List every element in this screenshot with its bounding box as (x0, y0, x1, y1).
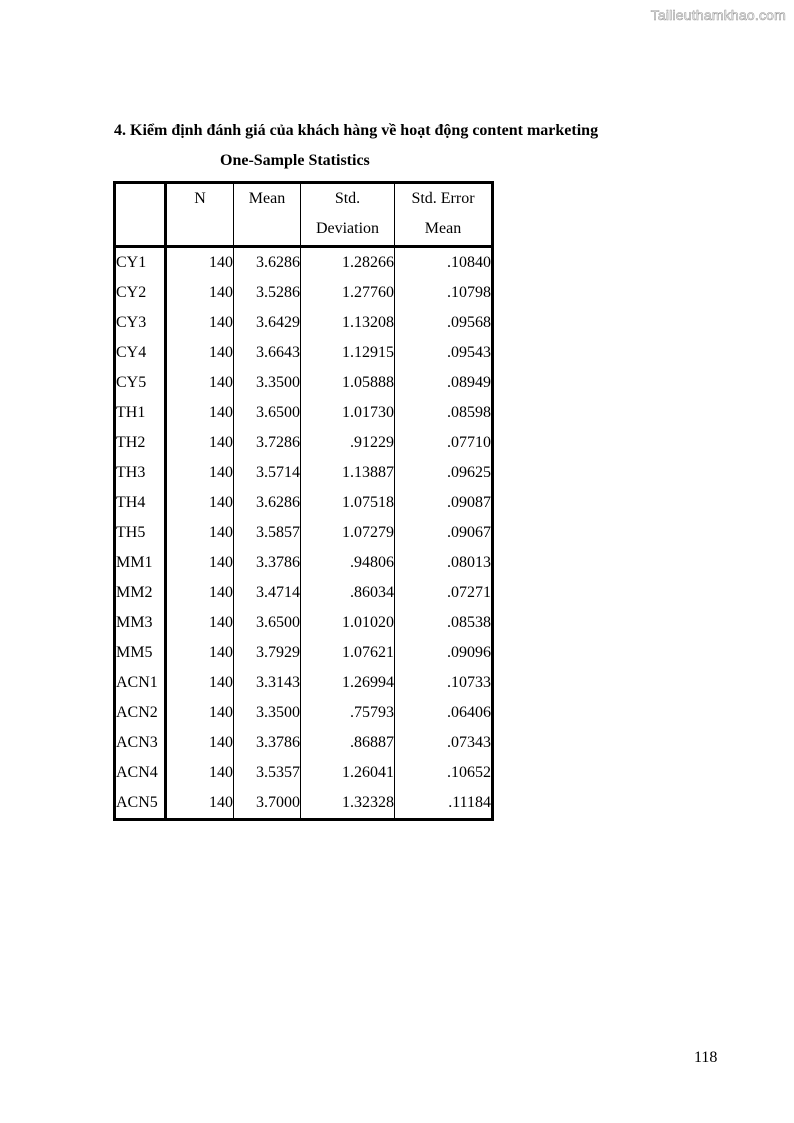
cell-mean: 3.5857 (234, 518, 301, 548)
cell-std-deviation: .75793 (301, 698, 395, 728)
cell-n: 140 (166, 308, 234, 338)
table-row (115, 368, 493, 398)
cell-mean: 3.3500 (234, 368, 301, 398)
cell-n: 140 (166, 428, 234, 458)
header-std-deviation (301, 183, 395, 247)
cell-n: 140 (166, 608, 234, 638)
cell-n: 140 (166, 488, 234, 518)
table-row (115, 458, 493, 488)
cell-std-error-mean: .07710 (447, 434, 491, 451)
cell-std-error-mean: .08538 (447, 614, 491, 631)
cell-mean: 3.6286 (234, 488, 301, 518)
cell-std-error-mean: .09087 (447, 494, 491, 511)
cell-std-error-mean: .09625 (447, 464, 491, 481)
cell-mean: 3.7286 (234, 428, 301, 458)
table-row (115, 668, 493, 698)
table-header-row (115, 183, 493, 247)
row-label: CY1 (115, 247, 166, 279)
row-label: ACN5 (115, 788, 166, 820)
table-row (115, 758, 493, 788)
cell-n: 140 (166, 368, 234, 398)
table-row (115, 548, 493, 578)
cell-n: 140 (166, 247, 234, 279)
row-label: ACN1 (115, 668, 166, 698)
row-label: TH3 (115, 458, 166, 488)
table-row (115, 398, 493, 428)
cell-n: 140 (166, 578, 234, 608)
header-label (115, 183, 166, 247)
cell-n: 140 (166, 758, 234, 788)
row-label: CY4 (115, 338, 166, 368)
cell-std-error-mean: .08013 (447, 554, 491, 571)
header-std-error-line1: Std. Error (411, 190, 475, 207)
page-number: 118 (694, 1049, 718, 1066)
row-label: ACN4 (115, 758, 166, 788)
cell-std-deviation: 1.07518 (301, 488, 395, 518)
table-body (115, 247, 493, 820)
table-row (115, 338, 493, 368)
table-row (115, 308, 493, 338)
cell-std-error-mean: .09096 (447, 644, 491, 661)
cell-n: 140 (166, 458, 234, 488)
cell-std-error-mean: .07343 (447, 734, 491, 751)
cell-mean: 3.3786 (234, 728, 301, 758)
cell-std-error-mean: .11184 (448, 794, 491, 811)
section-heading: 4. Kiểm định đánh giá của khách hàng về hoạt động content marketing (114, 122, 599, 139)
row-label: CY2 (115, 278, 166, 308)
cell-std-error-mean: .08598 (447, 404, 491, 421)
table-row (115, 488, 493, 518)
row-label: TH4 (115, 488, 166, 518)
cell-std-deviation: 1.12915 (301, 338, 395, 368)
cell-std-error-mean: .07271 (447, 584, 491, 601)
cell-mean: 3.6500 (234, 398, 301, 428)
row-label: MM1 (115, 548, 166, 578)
cell-std-deviation: 1.13208 (301, 308, 395, 338)
table-title: One-Sample Statistics (220, 152, 370, 169)
cell-n: 140 (166, 698, 234, 728)
row-label: CY3 (115, 308, 166, 338)
cell-std-error-mean: .09543 (447, 344, 491, 361)
table-row (115, 608, 493, 638)
table-row (115, 698, 493, 728)
cell-n: 140 (166, 278, 234, 308)
cell-std-deviation: .94806 (301, 548, 395, 578)
cell-mean: 3.6643 (234, 338, 301, 368)
row-label: ACN2 (115, 698, 166, 728)
header-n: N (166, 183, 234, 247)
cell-mean: 3.6286 (234, 247, 301, 279)
cell-n: 140 (166, 518, 234, 548)
header-std-error-line2: Mean (424, 220, 462, 237)
table-row (115, 278, 493, 308)
cell-n: 140 (166, 548, 234, 578)
table-row (115, 428, 493, 458)
cell-std-deviation: 1.13887 (301, 458, 395, 488)
cell-std-deviation: 1.01730 (301, 398, 395, 428)
cell-mean: 3.5357 (234, 758, 301, 788)
cell-mean: 3.6429 (234, 308, 301, 338)
cell-std-deviation: 1.07621 (301, 638, 395, 668)
table-row (115, 728, 493, 758)
one-sample-statistics-table (113, 181, 494, 821)
table-row (115, 518, 493, 548)
cell-std-error-mean: .08949 (447, 374, 491, 391)
cell-std-deviation: 1.01020 (301, 608, 395, 638)
table-row (115, 247, 493, 279)
cell-mean: 3.4714 (234, 578, 301, 608)
header-std-deviation-line1: Std. (334, 190, 361, 207)
cell-std-error-mean: .06406 (447, 704, 491, 721)
cell-std-error-mean: .10840 (447, 254, 491, 271)
cell-std-deviation: 1.05888 (301, 368, 395, 398)
cell-n: 140 (166, 728, 234, 758)
cell-std-deviation: 1.27760 (301, 278, 395, 308)
cell-std-deviation: 1.26994 (301, 668, 395, 698)
row-label: MM3 (115, 608, 166, 638)
header-std-error-mean (395, 183, 493, 247)
watermark: Tailieuthamkhao.com (650, 7, 786, 23)
cell-mean: 3.5286 (234, 278, 301, 308)
cell-std-error-mean: .10733 (447, 674, 491, 691)
cell-n: 140 (166, 668, 234, 698)
cell-mean: 3.7929 (234, 638, 301, 668)
cell-n: 140 (166, 398, 234, 428)
cell-mean: 3.6500 (234, 608, 301, 638)
table-row (115, 578, 493, 608)
row-label: ACN3 (115, 728, 166, 758)
header-mean: Mean (234, 183, 301, 247)
cell-n: 140 (166, 788, 234, 820)
row-label: MM2 (115, 578, 166, 608)
cell-std-error-mean: .09067 (447, 524, 491, 541)
row-label: MM5 (115, 638, 166, 668)
cell-std-deviation: 1.26041 (301, 758, 395, 788)
cell-std-error-mean: .10798 (447, 284, 491, 301)
cell-std-deviation: 1.32328 (301, 788, 395, 820)
cell-mean: 3.3786 (234, 548, 301, 578)
cell-mean: 3.5714 (234, 458, 301, 488)
cell-std-deviation: 1.07279 (301, 518, 395, 548)
cell-std-deviation: .91229 (301, 428, 395, 458)
table-row (115, 788, 493, 820)
cell-std-error-mean: .09568 (447, 314, 491, 331)
cell-std-deviation: 1.28266 (301, 247, 395, 279)
table-row (115, 638, 493, 668)
cell-mean: 3.7000 (234, 788, 301, 820)
row-label: CY5 (115, 368, 166, 398)
row-label: TH1 (115, 398, 166, 428)
cell-n: 140 (166, 338, 234, 368)
cell-std-deviation: .86887 (301, 728, 395, 758)
header-std-deviation-line2: Deviation (315, 220, 380, 237)
cell-mean: 3.3500 (234, 698, 301, 728)
cell-std-error-mean: .10652 (447, 764, 491, 781)
row-label: TH2 (115, 428, 166, 458)
row-label: TH5 (115, 518, 166, 548)
cell-n: 140 (166, 638, 234, 668)
cell-mean: 3.3143 (234, 668, 301, 698)
cell-std-deviation: .86034 (301, 578, 395, 608)
